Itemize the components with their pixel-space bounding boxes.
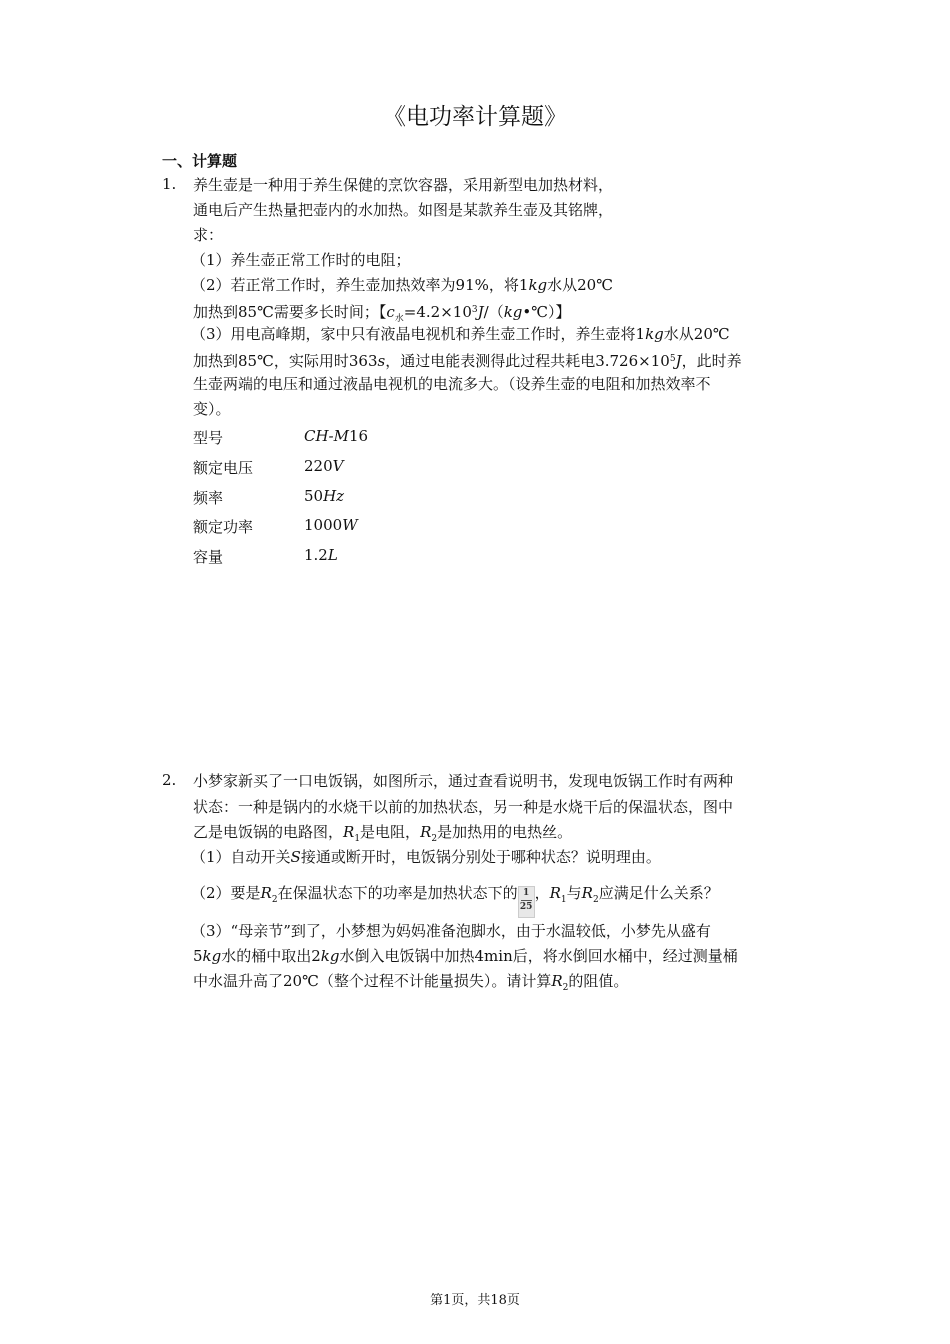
q1-line: 加热到85℃，实际用时363s，通过电能表测得此过程共耗电$3.726\times 10^5J$，此时养 [193,352,742,370]
q2-line: 状态：一种是锅内的水烧干以前的加热状态，另一种是水烧干后的保温状态，图中 [193,798,734,816]
spec-label: 额定电压 [193,459,254,477]
page-footer: 第1页，共18页 [430,1293,520,1308]
q1-line: 养生壶是一种用于养生保健的烹饮容器，采用新型电加热材料， [193,176,614,194]
q2-line: （1）自动开关S接通或断开时，电饭锅分别处于哪种状态？说明理由。 [191,848,661,866]
q1-line: （3）用电高峰期，家中只有液晶电视机和养生壶工作时，养生壶将1kg水从20℃ [191,325,730,343]
question-number: 1. [162,175,177,193]
q2-line: 小梦家新买了一口电饭锅，如图所示，通过查看说明书，发现电饭锅工作时有两种 [193,772,734,790]
spec-label: 频率 [193,489,224,507]
question-number: 2. [162,771,177,789]
spec-value: 220V [304,457,344,475]
q1-line: （1）养生壶正常工作时的电阻； [191,251,411,269]
spec-label: 型号 [193,429,224,447]
spec-value: CH-M16 [304,427,369,445]
spec-value: 50Hz [304,487,345,505]
q2-line: 中水温升高了20℃（整个过程不计能量损失）。请计算$R_2$的阻值。 [193,972,629,993]
q1-line: 求： [193,226,224,244]
q2-line: 5kg水的桶中取出2kg水倒入电饭锅中加热4min后，将水倒回水桶中，经过测量桶 [193,947,738,965]
q2-line: （3）“母亲节”到了，小梦想为妈妈准备泡脚水，由于水温较低，小梦先从盛有 [191,922,711,940]
q1-line: 生壶两端的电压和通过液晶电视机的电流多大。（设养生壶的电阻和加热效率不 [193,375,711,393]
spec-value: 1.2L [304,546,338,564]
fraction: $\frac{1}{25}$ [518,886,535,918]
q1-line: 变）。 [193,400,231,418]
q1-line: 加热到85℃需要多长时间；【$c_水=4.2\times 10^3J/(kg•℃)$】 [193,303,571,324]
q2-line: （2）要是$R_2$在保温状态下的功率是加热状态下的$\frac{1}{25}$，$R_1$与$R_2$应满足什么关系？ [191,883,719,918]
spec-label: 额定功率 [193,518,254,536]
q1-line: 通电后产生热量把壶内的水加热。如图是某款养生壶及其铭牌， [193,201,614,219]
spec-value: 1000W [304,516,358,534]
q2-line: 乙是电饭锅的电路图，$R_1$是电阻，$R_2$是加热用的电热丝。 [193,823,573,844]
q1-line: （2）若正常工作时，养生壶加热效率为91%，将1kg水从20℃ [191,276,614,294]
page-title: 《电功率计算题》 [383,104,567,130]
spec-label: 容量 [193,548,224,566]
section-heading: 一、计算题 [162,152,238,170]
